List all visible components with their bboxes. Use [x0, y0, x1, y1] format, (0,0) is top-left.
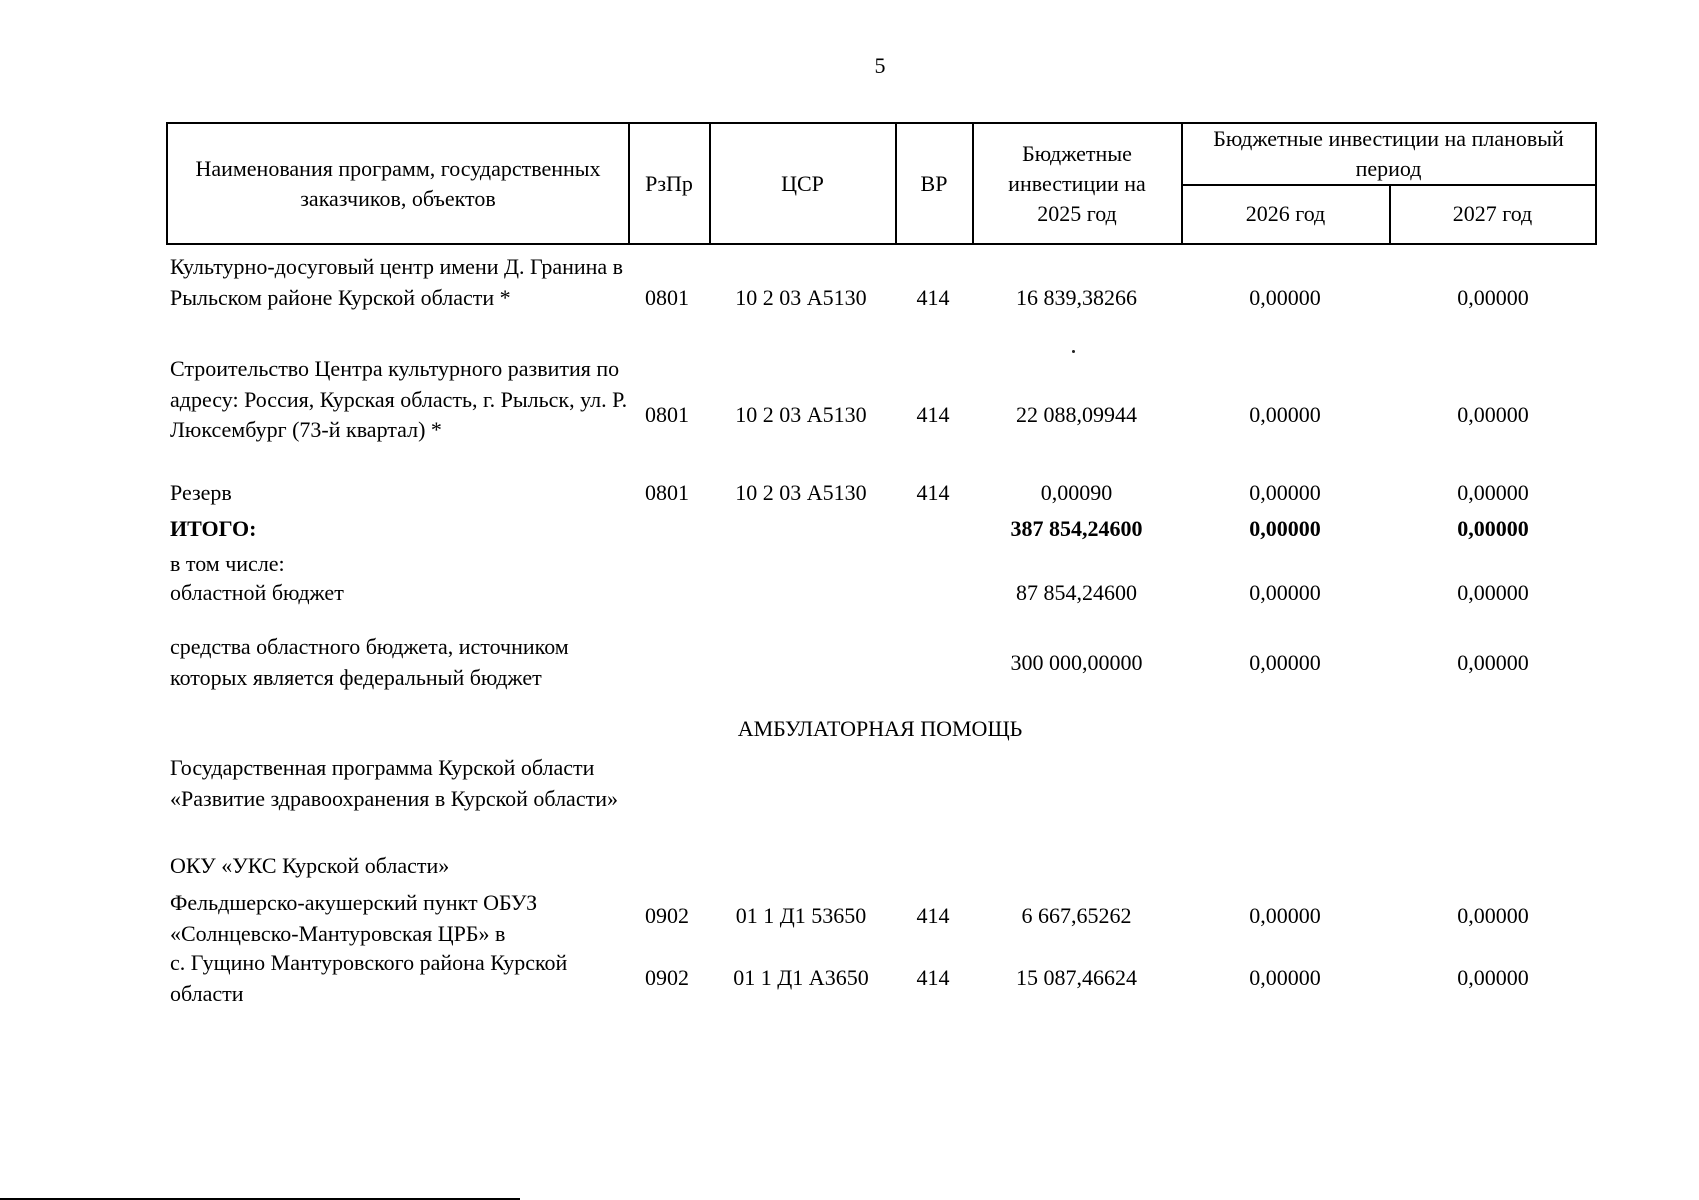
- row-rzpr: 0801: [645, 285, 689, 310]
- row-2027: 0,00000: [1457, 965, 1529, 990]
- row-2025: 6 667,65262: [1021, 903, 1132, 928]
- total-2026: 0,00000: [1249, 516, 1321, 541]
- row-name: Резерв: [170, 480, 232, 505]
- row-csr: 10 2 03 А5130: [735, 480, 867, 505]
- row-2026: 0,00000: [1249, 402, 1321, 427]
- total-2025: 387 854,24600: [1010, 516, 1143, 541]
- row-name: с. Гущино Мантуровского района Курской области: [170, 950, 568, 1006]
- table-header: [166, 122, 1597, 245]
- row-2027: 0,00000: [1457, 285, 1529, 310]
- row-csr: 10 2 03 А5130: [735, 285, 867, 310]
- row-rzpr: 0902: [645, 965, 689, 990]
- header-2026: 2026 год: [1245, 201, 1326, 226]
- row-2026: 0,00000: [1249, 965, 1321, 990]
- row-name: в том числе:: [170, 551, 285, 576]
- row-2027: 0,00000: [1457, 903, 1529, 928]
- row-2026: 0,00000: [1249, 285, 1321, 310]
- row-2026: 0,00000: [1249, 650, 1321, 675]
- row-vr: 414: [916, 903, 950, 928]
- row-2026: 0,00000: [1249, 580, 1321, 605]
- header-csr: ЦСР: [781, 170, 824, 196]
- row-rzpr: 0801: [645, 402, 689, 427]
- row-name: Культурно-досуговый центр имени Д. Гранина в Рыльском районе Курской области *: [170, 254, 624, 310]
- row-vr: 414: [916, 285, 950, 310]
- header-vr: ВР: [920, 170, 948, 196]
- row-2026: 0,00000: [1249, 480, 1321, 505]
- row-name: ОКУ «УКС Курской области»: [170, 853, 450, 878]
- row-rzpr: 0902: [645, 903, 689, 928]
- row-2025: 15 087,46624: [1016, 965, 1137, 990]
- row-vr: 414: [916, 402, 950, 427]
- header-planned-period: Бюджетные инвестиции на плановый период: [1213, 126, 1564, 181]
- row-2025: 22 088,09944: [1016, 402, 1137, 427]
- row-2027: 0,00000: [1457, 402, 1529, 427]
- row-2025: 0,00090: [1040, 480, 1113, 505]
- header-budget-2025: Бюджетные инвестиции на 2025 год: [1008, 140, 1146, 226]
- row-2027: 0,00000: [1457, 480, 1529, 505]
- row-2025: 16 839,38266: [1016, 285, 1137, 310]
- row-2025: 87 854,24600: [1016, 580, 1137, 605]
- section-title: АМБУЛАТОРНАЯ ПОМОЩЬ: [737, 716, 1023, 741]
- row-vr: 414: [916, 480, 950, 505]
- page-number: 5: [874, 53, 886, 78]
- row-rzpr: 0801: [645, 480, 689, 505]
- row-2027: 0,00000: [1457, 650, 1529, 675]
- scan-speck: [1072, 350, 1075, 353]
- row-name: средства областного бюджета, источником которых является федеральный бюджет: [170, 634, 569, 690]
- row-vr: 414: [916, 965, 950, 990]
- total-2027: 0,00000: [1457, 516, 1529, 541]
- row-csr: 10 2 03 А5130: [735, 402, 867, 427]
- row-2026: 0,00000: [1249, 903, 1321, 928]
- row-name: Фельдшерско-акушерский пункт ОБУЗ «Солнцевско-Мантуровская ЦРБ» в: [170, 890, 538, 946]
- row-2025: 300 000,00000: [1010, 650, 1143, 675]
- row-csr: 01 1 Д1 53650: [735, 903, 867, 928]
- row-name: областной бюджет: [170, 580, 344, 605]
- header-2027: 2027 год: [1452, 201, 1533, 226]
- total-label: ИТОГО:: [170, 516, 257, 541]
- row-name: Государственная программа Курской области «Развитие здравоохранения в Курской области»: [170, 755, 618, 811]
- row-2027: 0,00000: [1457, 580, 1529, 605]
- row-csr: 01 1 Д1 А3650: [733, 965, 869, 990]
- header-rzpr: РзПр: [645, 170, 693, 196]
- row-name: Строительство Центра культурного развития по адресу: Россия, Курская область, г. Рыльск, ул. Р. Люксембург (73-й квартал) *: [170, 356, 628, 442]
- header-name-column: Наименования программ, государственных заказчиков, объектов: [195, 155, 601, 211]
